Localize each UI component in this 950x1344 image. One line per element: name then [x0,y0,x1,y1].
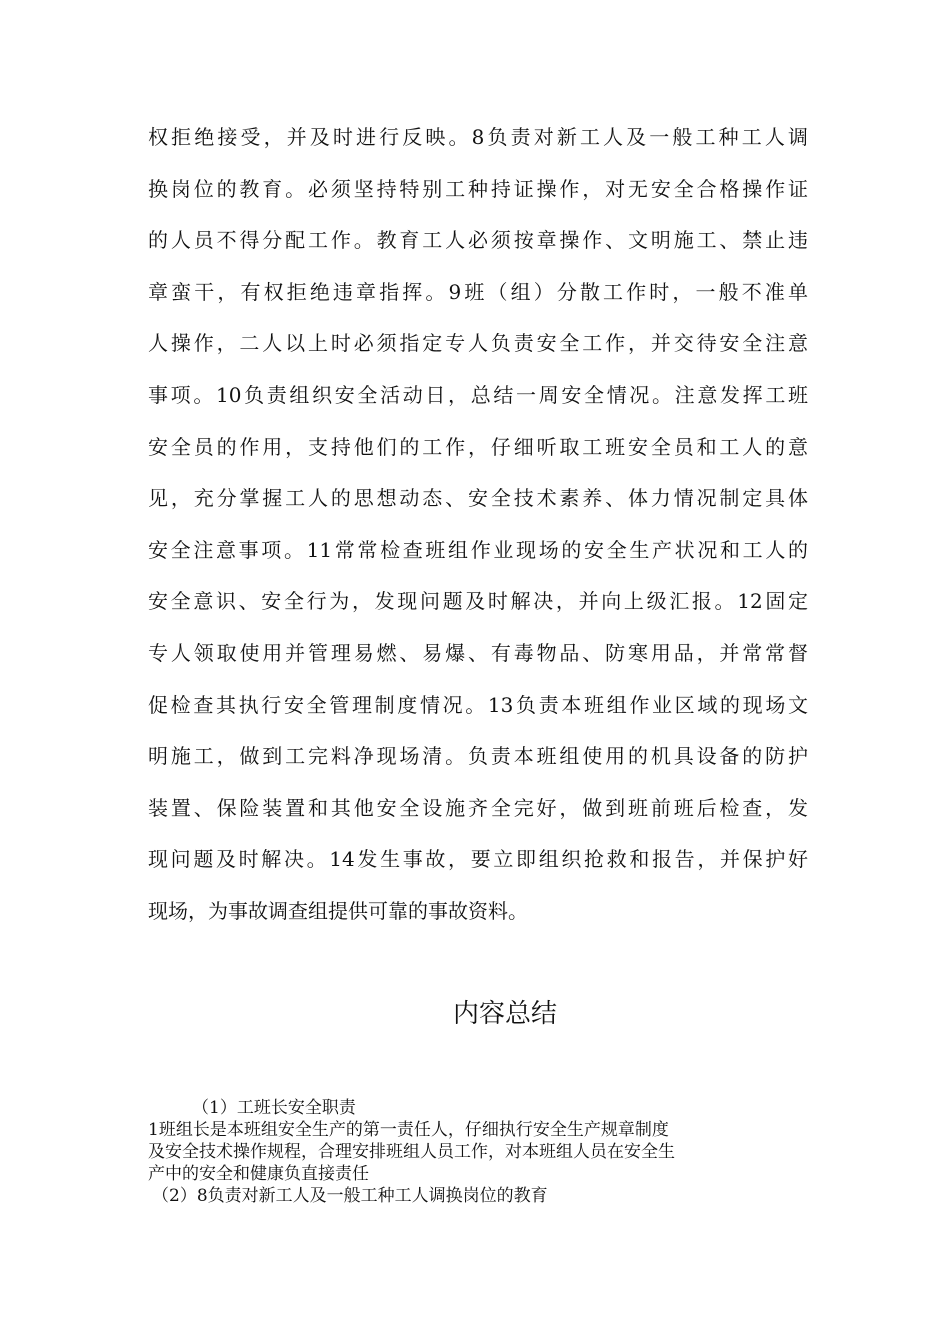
body-line: 人操作，二人以上时必须指定专人负责安全工作，并交待安全注意 [148,331,808,356]
body-line: 章蛮干，有权拒绝违章指挥。9班（组）分散工作时，一般不准单 [148,279,808,304]
body-line: 明施工，做到工完料净现场清。负责本班组使用的机具设备的防护 [148,744,808,769]
body-line: 安全注意事项。11常常检查班组作业现场的安全生产状况和工人的 [148,537,808,562]
body-line: 促检查其执行安全管理制度情况。13负责本班组作业区域的现场文 [148,692,808,717]
summary-line: 及安全技术操作规程，合理安排班组人员工作，对本班组人员在安全生 [148,1142,675,1162]
body-paragraph [148,112,808,938]
summary-heading-2: （2）8负责对新工人及一般工种工人调换岗位的教育 [152,1186,548,1206]
summary-heading-1: （1）工班长安全职责 [192,1098,356,1118]
body-line: 专人领取使用并管理易燃、易爆、有毒物品、防寒用品，并常常督 [148,640,808,665]
summary-line: 1班组长是本班组安全生产的第一责任人，仔细执行安全生产规章制度 [148,1120,669,1140]
body-line: 事项。10负责组织安全活动日，总结一周安全情况。注意发挥工班 [148,382,808,407]
summary-title: 内容总结 [452,999,557,1029]
body-line: 安全员的作用，支持他们的工作，仔细听取工班安全员和工人的意 [148,434,808,459]
summary-line: 产中的安全和健康负直接责任 [148,1164,369,1184]
body-line: 现问题及时解决。14发生事故，要立即组织抢救和报告，并保护好 [148,847,808,872]
summary-section [148,1097,808,1207]
body-line: 装置、保险装置和其他安全设施齐全完好，做到班前班后检查，发 [148,795,808,820]
body-line: 见，充分掌握工人的思想动态、安全技术素养、体力情况制定具体 [148,486,808,511]
body-line: 安全意识、安全行为，发现问题及时解决，并向上级汇报。12固定 [148,589,808,614]
body-line: 的人员不得分配工作。教育工人必须按章操作、文明施工、禁止违 [148,228,808,253]
body-line: 现场，为事故调查组提供可靠的事故资料。 [148,898,528,923]
body-line: 权拒绝接受，并及时进行反映。8负责对新工人及一般工种工人调 [148,125,808,149]
body-line: 换岗位的教育。必须坚持特别工种持证操作，对无安全合格操作证 [148,176,808,201]
